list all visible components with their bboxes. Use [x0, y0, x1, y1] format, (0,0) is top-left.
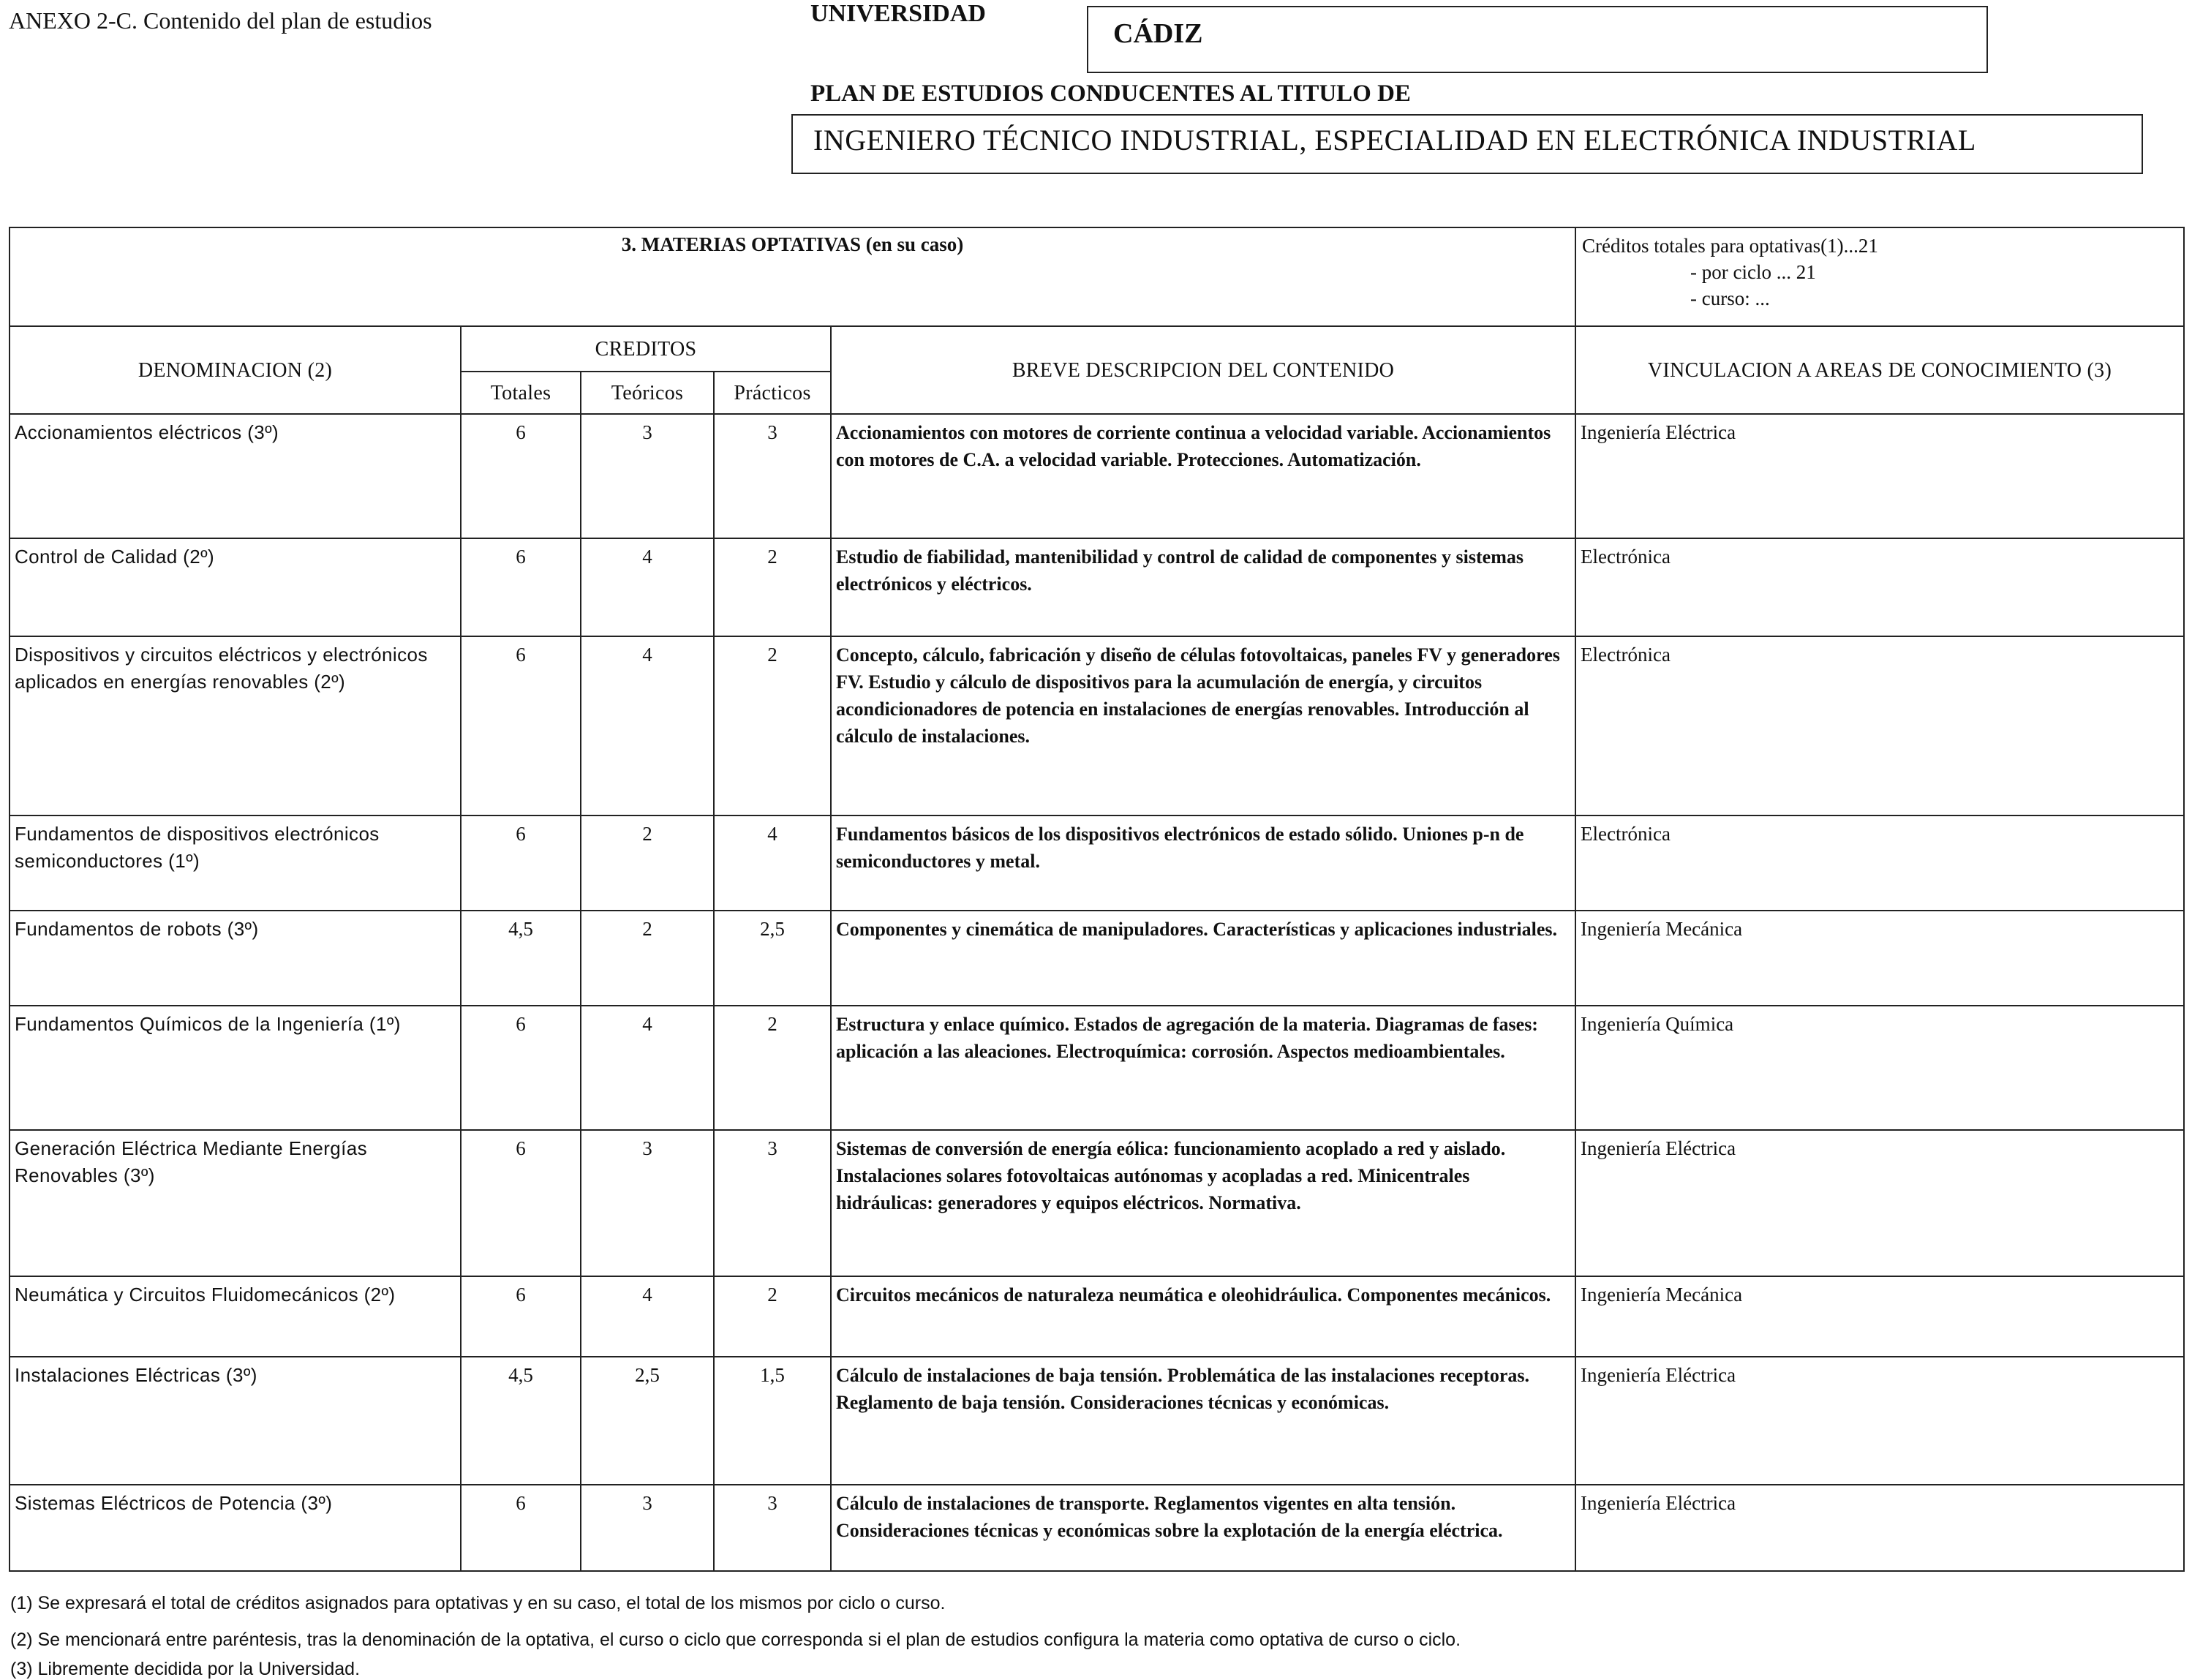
- credits-practicos: 2: [714, 1006, 831, 1130]
- credits-practicos: 3: [714, 414, 831, 538]
- credits-totales: 6: [461, 1485, 581, 1571]
- credits-totales: 6: [461, 1276, 581, 1357]
- credits-practicos: 4: [714, 815, 831, 911]
- table-row: [10, 414, 2184, 538]
- credits-teoricos: 2,5: [581, 1357, 714, 1485]
- credits-practicos: 3: [714, 1485, 831, 1571]
- subject-name: Dispositivos y circuitos eléctricos y electrónicos aplicados en energías renovables (2º): [10, 636, 461, 815]
- subject-name: Fundamentos de dispositivos electrónicos semiconductores (1º): [10, 815, 461, 911]
- knowledge-area: Ingeniería Eléctrica: [1575, 414, 2184, 538]
- knowledge-area: Electrónica: [1575, 815, 2184, 911]
- credits-teoricos: 2: [581, 815, 714, 911]
- subject-name: Instalaciones Eléctricas (3º): [10, 1357, 461, 1485]
- col-vinculacion: VINCULACION A AREAS DE CONOCIMIENTO (3): [1575, 326, 2184, 414]
- table-row: [10, 1130, 2184, 1276]
- subject-description: Concepto, cálculo, fabricación y diseño de células fotovoltaicas, paneles FV y generadores FV. Estudio y cálculo de dispositivos para la acumulación de energía, y circuitos acondicionadores de potencia en instalaciones de energías renovables. Introducción al cálculo de instalaciones.: [831, 636, 1575, 815]
- subject-name: Fundamentos de robots (3º): [10, 911, 461, 1006]
- subject-description: Fundamentos básicos de los dispositivos electrónicos de estado sólido. Uniones p-n de semiconductores y metal.: [831, 815, 1575, 911]
- credits-teoricos: 3: [581, 414, 714, 538]
- knowledge-area: Ingeniería Eléctrica: [1575, 1357, 2184, 1485]
- col-practicos: Prácticos: [714, 372, 831, 414]
- credits-teoricos: 4: [581, 1006, 714, 1130]
- credits-practicos: 2: [714, 538, 831, 636]
- credits-totales: 4,5: [461, 911, 581, 1006]
- table-row: [10, 1006, 2184, 1130]
- plan-label: PLAN DE ESTUDIOS CONDUCENTES AL TITULO DE: [810, 80, 1411, 107]
- footnote-3: (3) Libremente decidida por la Universidad.: [10, 1659, 361, 1679]
- table-row: [10, 1276, 2184, 1357]
- credits-totales: 6: [461, 538, 581, 636]
- table-row: [10, 1485, 2184, 1571]
- subject-description: Estructura y enlace químico. Estados de agregación de la materia. Diagramas de fases: aplicación a las aleaciones. Electroquímica: corrosión. Aspectos medioambientales.: [831, 1006, 1575, 1130]
- university-box: [1087, 6, 1988, 73]
- table-row: [10, 1357, 2184, 1485]
- credits-teoricos: 3: [581, 1485, 714, 1571]
- knowledge-area: Ingeniería Eléctrica: [1575, 1485, 2184, 1571]
- credit-totals-course: - curso: ...: [1690, 287, 1770, 309]
- col-creditos: CREDITOS: [461, 326, 831, 372]
- credits-teoricos: 3: [581, 1130, 714, 1276]
- credit-totals-cycle: - por ciclo ... 21: [1690, 261, 1816, 283]
- col-totales: Totales: [461, 372, 581, 414]
- knowledge-area: Ingeniería Química: [1575, 1006, 2184, 1130]
- optional-subjects-table: [9, 227, 2185, 1572]
- subject-name: Fundamentos Químicos de la Ingeniería (1º): [10, 1006, 461, 1130]
- knowledge-area: Ingeniería Mecánica: [1575, 1276, 2184, 1357]
- table-row: [10, 911, 2184, 1006]
- subject-name: Neumática y Circuitos Fluidomecánicos (2º): [10, 1276, 461, 1357]
- column-header-row: [10, 326, 2184, 372]
- subject-description: Cálculo de instalaciones de baja tensión. Problemática de las instalaciones receptoras. Reglamento de baja tensión. Consideraciones técnicas y económicas.: [831, 1357, 1575, 1485]
- col-denominacion: DENOMINACION (2): [10, 326, 461, 414]
- subject-name: Generación Eléctrica Mediante Energías Renovables (3º): [10, 1130, 461, 1276]
- table-row: [10, 815, 2184, 911]
- subject-description: Componentes y cinemática de manipuladores. Características y aplicaciones industriales.: [831, 911, 1575, 1006]
- subject-description: Circuitos mecánicos de naturaleza neumática e oleohidráulica. Componentes mecánicos.: [831, 1276, 1575, 1357]
- credits-practicos: 3: [714, 1130, 831, 1276]
- credits-teoricos: 4: [581, 1276, 714, 1357]
- subject-name: Control de Calidad (2º): [10, 538, 461, 636]
- knowledge-area: Electrónica: [1575, 636, 2184, 815]
- section-header-row: [10, 227, 2184, 326]
- credits-totales: 6: [461, 636, 581, 815]
- knowledge-area: Electrónica: [1575, 538, 2184, 636]
- annex-title: ANEXO 2-C. Contenido del plan de estudios: [9, 7, 432, 34]
- subject-name: Accionamientos eléctricos (3º): [10, 414, 461, 538]
- subject-name: Sistemas Eléctricos de Potencia (3º): [10, 1485, 461, 1571]
- table-row: [10, 636, 2184, 815]
- subject-description: Sistemas de conversión de energía eólica: funcionamiento acoplado a red y aislado. Instalaciones solares fotovoltaicas autónomas y acopladas a red. Minicentrales hidráulicas: generadores y equipos eléctricos. Normativa.: [831, 1130, 1575, 1276]
- col-teoricos: Teóricos: [581, 372, 714, 414]
- credits-totales: 6: [461, 1130, 581, 1276]
- university-label: UNIVERSIDAD: [810, 0, 986, 27]
- footnote-2: (2) Se mencionará entre paréntesis, tras la denominación de la optativa, el curso o ciclo que corresponda si el plan de estudios configura la materia como optativa de curso o ciclo.: [10, 1630, 1461, 1650]
- subject-description: Cálculo de instalaciones de transporte. Reglamentos vigentes en alta tensión. Consideraciones técnicas y económicas sobre la explotación de la energía eléctrica.: [831, 1485, 1575, 1571]
- credits-totales: 6: [461, 414, 581, 538]
- credit-totals: [1575, 227, 2184, 326]
- credits-totales: 6: [461, 1006, 581, 1130]
- credit-totals-line: Créditos totales para optativas(1)...21: [1582, 235, 1878, 257]
- credits-practicos: 2: [714, 636, 831, 815]
- credits-teoricos: 4: [581, 636, 714, 815]
- subject-description: Estudio de fiabilidad, mantenibilidad y control de calidad de componentes y sistemas electrónicos y eléctricos.: [831, 538, 1575, 636]
- table-body: [10, 414, 2184, 1571]
- knowledge-area: Ingeniería Eléctrica: [1575, 1130, 2184, 1276]
- credits-teoricos: 4: [581, 538, 714, 636]
- credits-practicos: 1,5: [714, 1357, 831, 1485]
- credits-totales: 4,5: [461, 1357, 581, 1485]
- credits-teoricos: 2: [581, 911, 714, 1006]
- knowledge-area: Ingeniería Mecánica: [1575, 911, 2184, 1006]
- credits-practicos: 2: [714, 1276, 831, 1357]
- university-value: CÁDIZ: [1113, 18, 1203, 49]
- col-descripcion: BREVE DESCRIPCION DEL CONTENIDO: [831, 326, 1575, 414]
- table-row: [10, 538, 2184, 636]
- degree-value: INGENIERO TÉCNICO INDUSTRIAL, ESPECIALIDAD EN ELECTRÓNICA INDUSTRIAL: [813, 124, 1976, 157]
- section-title: 3. MATERIAS OPTATIVAS (en su caso): [10, 227, 1575, 326]
- subject-description: Accionamientos con motores de corriente continua a velocidad variable. Accionamientos con motores de C.A. a velocidad variable. Protecciones. Automatización.: [831, 414, 1575, 538]
- credits-totales: 6: [461, 815, 581, 911]
- credits-practicos: 2,5: [714, 911, 831, 1006]
- degree-box: [791, 114, 2143, 174]
- footnote-1: (1) Se expresará el total de créditos asignados para optativas y en su caso, el total de los mismos por ciclo o curso.: [10, 1593, 946, 1613]
